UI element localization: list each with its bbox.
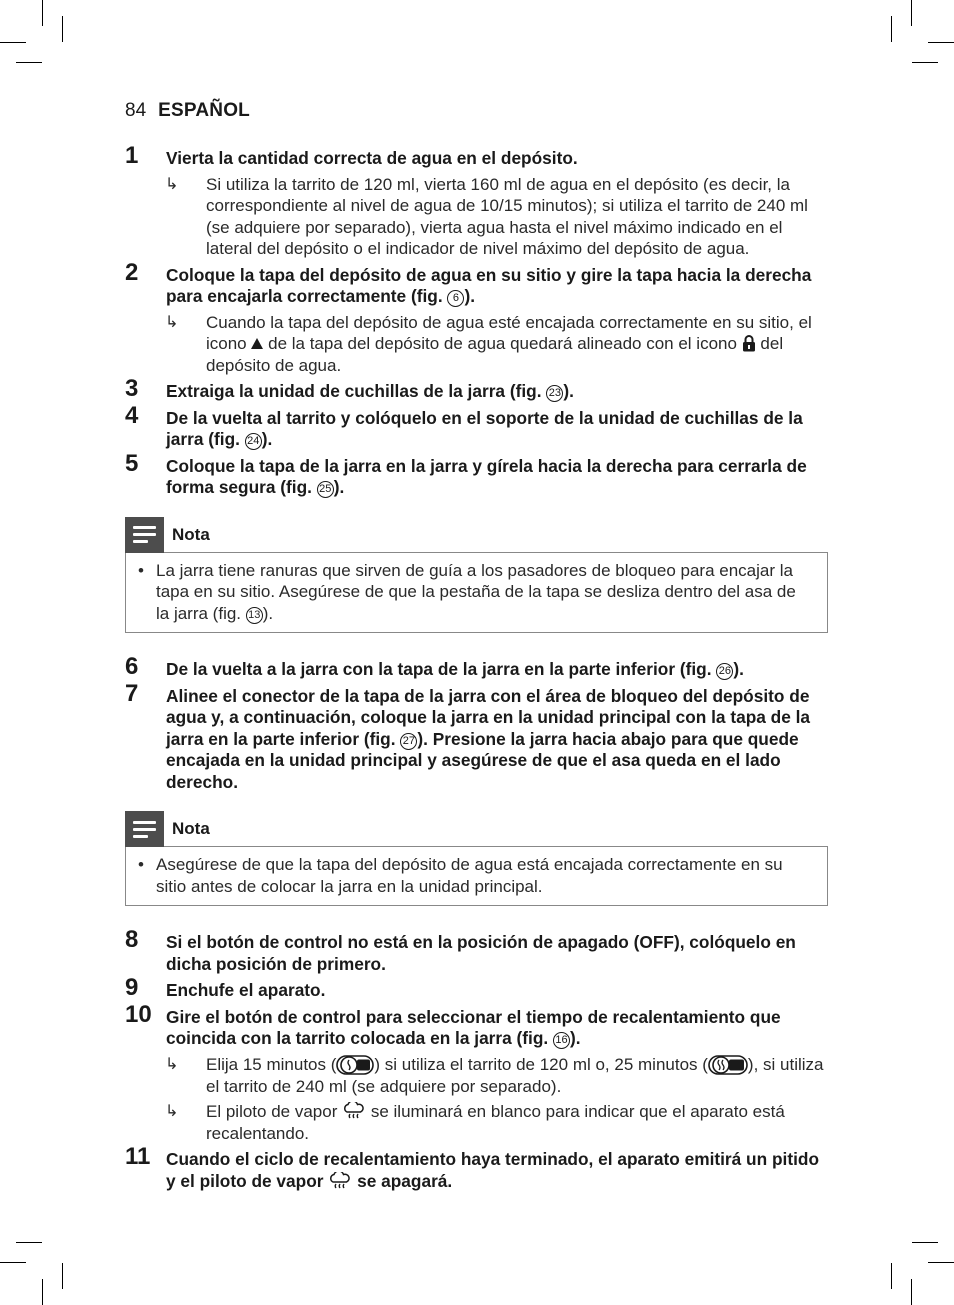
step-5 <box>125 449 828 499</box>
step-number: 7 <box>125 679 139 707</box>
step-number: 1 <box>125 142 139 169</box>
result-text: ) si utiliza el tarrito de 120 ml o, 25 minutos ( <box>374 1054 708 1074</box>
dial-15-min-icon <box>336 1054 374 1076</box>
step-text: Cuando el ciclo de recalentamiento haya terminado, el aparato emitirá un pitido y el piloto de vapor <box>166 1149 820 1191</box>
step-text-end: ). <box>261 429 273 449</box>
result-text: Elija 15 minutos ( <box>206 1054 337 1074</box>
crop-mark <box>16 62 42 63</box>
crop-mark <box>912 62 938 63</box>
crop-mark <box>42 1279 43 1305</box>
result-text: Cuando la tapa del depósito de agua esté encajada correctamente en su sitio, el icono <box>206 312 812 353</box>
note-title: Nota <box>172 819 210 838</box>
step-text: De la vuelta a la jarra con la tapa de la jarra en la parte inferior (fig. <box>166 659 712 679</box>
page-content <box>125 142 828 1192</box>
note-text: La jarra tiene ranuras que sirven de guía a los pasadores de bloqueo para encajar la tapa en su sitio. Asegúrese de que la pestaña de la tapa se desliza dentro del asa de la jarra (fig. <box>156 560 796 623</box>
step-text-end: ). Presione la jarra hacia abajo para que quede encajada en la unidad principal y asegúrese de que el asa queda en el lado derecho. <box>166 728 799 792</box>
result-text: de la tapa del depósito de agua quedará alineado con el icono <box>268 334 737 353</box>
crop-mark <box>891 1263 892 1289</box>
figure-ref: 23 <box>546 385 563 402</box>
step-text-end: ). <box>333 477 345 497</box>
step-10-result-1 <box>125 1054 828 1098</box>
crop-mark <box>42 0 43 26</box>
step-number: 2 <box>125 258 139 286</box>
step-1-result <box>125 174 828 260</box>
result-arrow-icon: ↳ <box>165 1103 179 1120</box>
result-text: ), si utiliza el tarrito de 240 ml (se adquiere por separado). <box>206 1054 824 1096</box>
step-number: 4 <box>125 401 139 429</box>
figure-ref: 27 <box>400 733 417 750</box>
result-text: El piloto de vapor <box>206 1102 338 1121</box>
step-text: Coloque la tapa del depósito de agua en su sitio y gire la tapa hacia la derecha para encajarla correctamente (fig. <box>166 264 812 306</box>
step-text-end: ), colóquelo en dicha posición de primero. <box>166 932 796 974</box>
crop-mark <box>912 1242 938 1243</box>
lock-icon <box>742 334 756 352</box>
steam-icon <box>342 1102 366 1122</box>
crop-mark <box>891 16 892 42</box>
step-1 <box>125 142 828 170</box>
page-header <box>125 100 250 122</box>
step-text-end: ). <box>464 286 475 306</box>
step-number: 9 <box>125 974 139 1001</box>
figure-ref: 25 <box>317 481 334 498</box>
note-icon <box>125 811 164 847</box>
crop-mark <box>62 1263 63 1289</box>
step-number: 11 <box>125 1143 151 1170</box>
note-box-1 <box>125 524 828 634</box>
figure-ref: 13 <box>246 607 263 624</box>
step-text: De la vuelta al tarrito y colóquelo en el soporte de la unidad de cuchillas de la jarra (fig. <box>166 407 803 449</box>
step-text-end: ). <box>570 1028 581 1048</box>
note-header <box>125 811 210 847</box>
step-text: Coloque la tapa de la jarra en la jarra y gírela hacia la derecha para cerrarla de forma segura (fig. <box>166 455 807 497</box>
note-body <box>126 847 827 905</box>
crop-mark <box>928 42 954 43</box>
result-text: se iluminará en blanco para indicar que el aparato está recalentando. <box>206 1102 785 1143</box>
figure-ref: 24 <box>245 433 262 450</box>
result-arrow-icon: ↳ <box>165 175 179 193</box>
step-2-result <box>125 312 828 377</box>
step-text-end: ). <box>733 659 744 679</box>
step-number: 10 <box>125 1000 152 1028</box>
step-number: 5 <box>125 449 139 477</box>
step-number: 3 <box>125 375 139 402</box>
step-7 <box>125 679 828 794</box>
note-title: Nota <box>172 524 210 544</box>
step-text-end: ). <box>563 381 574 401</box>
step-8 <box>125 926 828 975</box>
off-label: OFF <box>639 932 674 952</box>
page-number: 84 <box>125 100 147 121</box>
result-text: del depósito de agua. <box>206 334 784 375</box>
step-3 <box>125 375 828 403</box>
step-6 <box>125 653 828 681</box>
note-text: Asegúrese de que la tapa del depósito de agua está encajada correctamente en su sitio antes de colocar la jarra en la unidad principal. <box>156 855 783 896</box>
bullet: • <box>138 855 144 874</box>
crop-mark <box>911 1279 912 1305</box>
crop-mark <box>928 1262 954 1263</box>
result-arrow-icon: ↳ <box>165 313 179 331</box>
bullet: • <box>138 560 144 580</box>
figure-ref: 6 <box>447 290 464 307</box>
note-icon <box>125 517 164 553</box>
crop-mark <box>911 0 912 26</box>
note-box-2 <box>125 819 828 906</box>
step-4 <box>125 401 828 451</box>
crop-mark <box>0 1262 26 1263</box>
step-9 <box>125 974 828 1002</box>
triangle-up-icon <box>251 338 263 349</box>
step-11 <box>125 1143 828 1192</box>
crop-mark <box>16 1242 42 1243</box>
step-10 <box>125 1000 828 1050</box>
step-number: 6 <box>125 653 139 680</box>
step-2 <box>125 258 828 308</box>
step-text-end: se apagará. <box>357 1170 453 1191</box>
step-10-result-2 <box>125 1101 828 1144</box>
step-number: 8 <box>125 926 139 953</box>
steam-icon <box>328 1172 352 1192</box>
note-body <box>126 553 827 633</box>
note-header <box>125 517 210 553</box>
step-text: Si el botón de control no está en la posición de apagado ( <box>166 932 640 952</box>
figure-ref: 16 <box>553 1032 570 1049</box>
section-title: ESPAÑOL <box>158 100 250 121</box>
result-arrow-icon: ↳ <box>165 1055 179 1073</box>
crop-mark <box>0 42 26 43</box>
note-text-end: ). <box>262 603 274 623</box>
step-text: Alinee el conector de la tapa de la jarra con el área de bloqueo del depósito de agua y, a continuación, coloque la jarra en la unidad principal con la tapa de la jarra en la parte inferior (fig. <box>166 685 811 749</box>
result-text: Si utiliza la tarrito de 120 ml, vierta 160 ml de agua en el depósito (es decir, la correspondiente al nivel de agua de 10/15 minutos); si utiliza el tarrito de 240 ml (se adquiere por separado), vierta agua hasta el nivel máximo indicado en el lateral del depósito o el indicador de nivel máximo del depósito de agua. <box>206 174 808 258</box>
figure-ref: 26 <box>716 663 733 680</box>
crop-mark <box>62 16 63 42</box>
step-text: Vierta la cantidad correcta de agua en el depósito. <box>166 148 578 168</box>
step-text: Enchufe el aparato. <box>166 980 326 1000</box>
step-text: Extraiga la unidad de cuchillas de la jarra (fig. <box>166 381 542 401</box>
step-text: Gire el botón de control para seleccionar el tiempo de recalentamiento que coincida con la tarrito colocada en la jarra (fig. <box>166 1006 781 1048</box>
dial-25-min-icon <box>708 1054 748 1076</box>
